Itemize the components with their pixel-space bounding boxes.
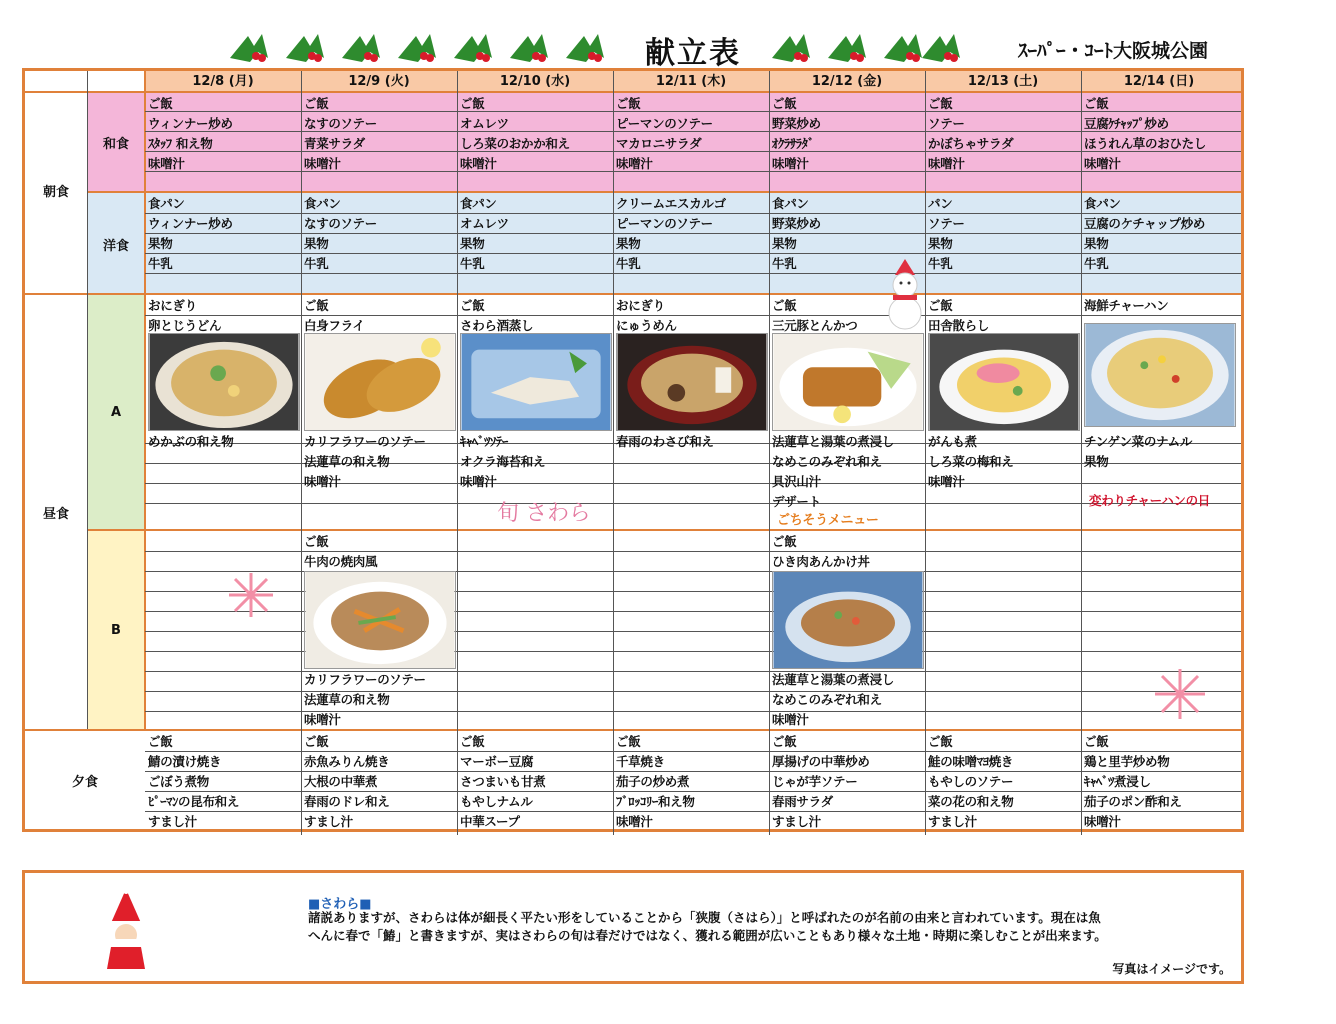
breakfast-yo-item: 牛乳 xyxy=(460,256,485,271)
lunch-a-item: おにぎり xyxy=(616,298,665,313)
dinner-item: 茄子の炒め煮 xyxy=(616,774,690,789)
henkawari-fried-rice-label: 変わりチャーハンの日 xyxy=(1089,493,1211,508)
label-breakfast: 朝食 xyxy=(42,185,69,200)
label-lunch-b: B xyxy=(111,623,121,638)
lunch-a-item: 田舎散らし xyxy=(928,318,990,333)
photo-yakiniku xyxy=(304,571,456,669)
lunch-a-item: にゅうめん xyxy=(616,318,677,333)
photo-ankake-don xyxy=(772,571,924,669)
day-header: 12/11 (木) xyxy=(655,74,727,89)
lunch-a-item: ご飯 xyxy=(304,298,329,313)
lunch-a-item: 海鮮チャーハン xyxy=(1084,298,1169,313)
breakfast-wa-item: ｵｸﾗｻﾗﾀﾞ xyxy=(772,136,814,151)
breakfast-yo-item: なすのソテー xyxy=(304,216,377,231)
lunch-a-item: ご飯 xyxy=(772,298,797,313)
facility-name: ｽｰﾊﾟｰ・ｺｰﾄ大阪城公園 xyxy=(1018,40,1209,62)
breakfast-wa-item: ピーマンのソテー xyxy=(616,116,713,131)
lunch-b-item: カリフラワーのソテー xyxy=(304,672,426,687)
breakfast-yo-item: 果物 xyxy=(148,236,173,251)
info-body: 諸説ありますが、さわらは体が細長く平たい形をしていることから「狭腹（さはら）」と呼ばれたのが名前の由来と言われています。現在は魚へんに春で「鰆」と書きますが、実はさわらの旬は春だけではなく、獲れる範囲が広いこともあり様々な土地・時期に楽しむことが出来ます。 xyxy=(308,910,1107,943)
lunch-a-item: 法蓮草の和え物 xyxy=(304,454,390,469)
photo-fried-fish xyxy=(304,333,456,431)
breakfast-wa-item: ご飯 xyxy=(460,96,485,111)
breakfast-yo-item: 牛乳 xyxy=(928,256,953,271)
breakfast-wa-item: 味噌汁 xyxy=(928,156,965,171)
breakfast-yo-item: 牛乳 xyxy=(772,256,797,271)
label-dinner: 夕食 xyxy=(71,775,98,790)
breakfast-wa-item: ご飯 xyxy=(616,96,641,111)
lunch-a-item: めかぶの和え物 xyxy=(148,434,234,449)
breakfast-yo-item: クリームエスカルゴ xyxy=(616,196,726,211)
breakfast-yo-item: 牛乳 xyxy=(616,256,641,271)
dinner-item: ご飯 xyxy=(1084,734,1109,749)
seasonal-sawara-label: 旬 さわら xyxy=(497,501,591,526)
breakfast-wa-item: 味噌汁 xyxy=(304,156,341,171)
photo-chirashi xyxy=(928,333,1080,431)
dinner-item: すまし汁 xyxy=(772,814,821,829)
breakfast-wa-item: 味噌汁 xyxy=(460,156,497,171)
breakfast-wa-item: 味噌汁 xyxy=(772,156,809,171)
dinner-item: 鯖の漬け焼き xyxy=(148,754,222,769)
breakfast-yo-item: 食パン xyxy=(460,196,497,211)
dinner-item: もやしナムル xyxy=(460,794,533,809)
breakfast-yo-item: 豆腐のケチャップ炒め xyxy=(1084,216,1206,231)
lunch-a-item: おにぎり xyxy=(148,298,197,313)
dinner-item: ごぼう煮物 xyxy=(148,774,210,789)
breakfast-wa-item: ｽﾀｯﾌ 和え物 xyxy=(148,136,213,151)
dinner-item: すまし汁 xyxy=(928,814,977,829)
lunch-a-item: デザート xyxy=(772,494,821,509)
lunch-a-item: チンゲン菜のナムル xyxy=(1084,434,1193,449)
breakfast-wa-item: ご飯 xyxy=(928,96,953,111)
breakfast-yo-item: オムレツ xyxy=(460,216,509,231)
breakfast-yo-item: 牛乳 xyxy=(304,256,329,271)
breakfast-wa-item: 味噌汁 xyxy=(616,156,653,171)
dinner-item: ご飯 xyxy=(304,734,329,749)
lunch-a-item: オクラ海苔和え xyxy=(460,454,546,469)
breakfast-yo-item: 食パン xyxy=(304,196,341,211)
breakfast-wa-item: オムレツ xyxy=(460,116,509,131)
breakfast-wa-item: なすのソテー xyxy=(304,116,377,131)
dinner-item: ﾋﾟｰﾏﾝの昆布和え xyxy=(148,794,240,809)
lunch-b-item: 法蓮草の和え物 xyxy=(304,692,390,707)
breakfast-yo-item: 食パン xyxy=(148,196,185,211)
dinner-item: 鶏と里芋炒め物 xyxy=(1084,754,1170,769)
breakfast-yo-item: ソテー xyxy=(928,216,965,231)
lunch-a-item: 味噌汁 xyxy=(460,474,497,489)
breakfast-wa-item: ウィンナー炒め xyxy=(148,116,233,131)
photo-tonkatsu xyxy=(772,333,924,431)
flower-decoration-right xyxy=(1145,663,1215,725)
lunch-a-item: しろ菜の梅和え xyxy=(928,454,1014,469)
label-lunch: 昼食 xyxy=(42,507,69,522)
dinner-item: ご飯 xyxy=(460,734,485,749)
lunch-b-item: 法蓮草と湯葉の煮浸し xyxy=(772,672,895,687)
dinner-item: 厚揚げの中華炒め xyxy=(772,754,870,769)
breakfast-wa-item: ほうれん草のおひたし xyxy=(1084,136,1207,151)
holly-left-decoration xyxy=(228,28,618,64)
breakfast-wa-item: ご飯 xyxy=(772,96,797,111)
photo-nyumen xyxy=(616,333,768,431)
gochiso-menu-label: ごちそうメニュー xyxy=(777,513,879,528)
dinner-item: ﾌﾞﾛｯｺﾘｰ和え物 xyxy=(616,794,695,809)
lunch-a-item: 果物 xyxy=(1084,454,1109,469)
holly-right-decoration xyxy=(770,28,970,64)
dinner-item: 千草焼き xyxy=(616,754,665,769)
dinner-item: ご飯 xyxy=(772,734,797,749)
lunch-b-item: 味噌汁 xyxy=(772,712,809,727)
dinner-item: ｷｬﾍﾞﾂ煮浸し xyxy=(1084,774,1151,789)
dinner-item: 春雨サラダ xyxy=(772,794,833,809)
lunch-a-item: ご飯 xyxy=(460,298,485,313)
lunch-b-item: ご飯 xyxy=(304,534,329,549)
breakfast-yo-item: 果物 xyxy=(616,236,641,251)
breakfast-yo-item: ピーマンのソテー xyxy=(616,216,713,231)
snowman-icon xyxy=(885,257,925,333)
photo-sawara xyxy=(460,333,612,431)
dinner-item: 中華スープ xyxy=(460,814,520,829)
dinner-item: 春雨のドレ和え xyxy=(304,794,390,809)
day-header: 12/12 (金) xyxy=(811,74,883,89)
day-header: 12/8 (月) xyxy=(192,74,254,89)
info-box xyxy=(22,870,1244,984)
lunch-b-item: なめこのみぞれ和え xyxy=(772,692,882,707)
dinner-item: ご飯 xyxy=(148,734,173,749)
breakfast-yo-item: 果物 xyxy=(772,236,797,251)
label-wa: 和食 xyxy=(102,137,129,152)
dinner-item: じゃが芋ソテー xyxy=(772,774,858,789)
dinner-item: 鮭の味噌ﾏﾖ焼き xyxy=(928,754,1014,769)
breakfast-yo-item: 果物 xyxy=(304,236,329,251)
day-header: 12/9 (火) xyxy=(348,74,410,89)
lunch-a-item: 卵とじうどん xyxy=(148,318,222,333)
breakfast-yo-item: 果物 xyxy=(1084,236,1109,251)
breakfast-yo-item: パン xyxy=(928,196,953,211)
lunch-a-item: 春雨のわさび和え xyxy=(616,434,714,449)
day-header: 12/14 (日) xyxy=(1123,74,1195,89)
breakfast-yo-item: 食パン xyxy=(772,196,809,211)
dinner-item: もやしのソテー xyxy=(928,774,1014,789)
breakfast-yo-item: 野菜炒め xyxy=(772,216,821,231)
breakfast-wa-item: 野菜炒め xyxy=(772,116,821,131)
dinner-item: 茄子のポン酢和え xyxy=(1084,794,1182,809)
dinner-item: ご飯 xyxy=(616,734,641,749)
label-lunch-a: A xyxy=(110,405,122,420)
dinner-item: 菜の花の和え物 xyxy=(928,794,1014,809)
lunch-b-item: 牛肉の焼肉風 xyxy=(304,554,378,569)
breakfast-yo-item: ウィンナー炒め xyxy=(148,216,233,231)
day-header: 12/10 (水) xyxy=(499,74,571,89)
lunch-a-item: 味噌汁 xyxy=(928,474,965,489)
santa-doll-icon xyxy=(101,889,151,973)
breakfast-wa-item: ご飯 xyxy=(304,96,329,111)
breakfast-yo-item: 果物 xyxy=(460,236,485,251)
dinner-item: 味噌汁 xyxy=(1084,814,1121,829)
breakfast-wa-item: 味噌汁 xyxy=(1084,156,1121,171)
breakfast-wa-item: 豆腐ｹﾁｬｯﾌﾟ炒め xyxy=(1084,116,1169,131)
flower-decoration-left xyxy=(221,567,281,623)
lunch-b-item: ご飯 xyxy=(772,534,797,549)
lunch-a-item: 具沢山汁 xyxy=(772,474,821,489)
image-disclaimer: 写真はイメージです。 xyxy=(1112,962,1231,976)
lunch-b-item: 味噌汁 xyxy=(304,712,341,727)
dinner-item: 赤魚みりん焼き xyxy=(304,754,390,769)
breakfast-yo-item: 果物 xyxy=(928,236,953,251)
breakfast-yo-item: 食パン xyxy=(1084,196,1121,211)
label-yo: 洋食 xyxy=(102,239,129,254)
dinner-item: 大根の中華煮 xyxy=(304,774,378,789)
dinner-item: さつまいも甘煮 xyxy=(460,774,546,789)
breakfast-wa-item: マカロニサラダ xyxy=(616,136,702,151)
lunch-a-item: ｷｬﾍﾞﾂｿﾃｰ xyxy=(460,434,508,449)
breakfast-yo-item: 牛乳 xyxy=(148,256,173,271)
photo-fried-rice xyxy=(1084,323,1236,427)
breakfast-wa-item: ご飯 xyxy=(148,96,173,111)
breakfast-wa-item: ソテー xyxy=(928,116,965,131)
breakfast-wa-item: 味噌汁 xyxy=(148,156,185,171)
lunch-a-item: 味噌汁 xyxy=(304,474,341,489)
lunch-a-item: さわら酒蒸し xyxy=(460,318,534,333)
lunch-a-item: がんも煮 xyxy=(928,434,977,449)
dinner-item: ご飯 xyxy=(928,734,953,749)
breakfast-wa-item: ご飯 xyxy=(1084,96,1109,111)
dinner-item: すまし汁 xyxy=(148,814,197,829)
photo-udon xyxy=(148,333,300,431)
breakfast-yo-item: 牛乳 xyxy=(1084,256,1109,271)
lunch-b-item: ひき肉あんかけ丼 xyxy=(772,554,870,569)
dinner-item: すまし汁 xyxy=(304,814,353,829)
lunch-a-item: 法蓮草と湯葉の煮浸し xyxy=(772,434,895,449)
lunch-a-item: カリフラワーのソテー xyxy=(304,434,426,449)
breakfast-wa-item: 青菜サラダ xyxy=(304,136,365,151)
lunch-a-item: ご飯 xyxy=(928,298,953,313)
info-title: ■さわら■ xyxy=(308,897,372,912)
page-title: 献立表 xyxy=(645,36,741,71)
lunch-a-item: 白身フライ xyxy=(304,318,365,333)
dinner-item: 味噌汁 xyxy=(616,814,653,829)
lunch-a-item: 三元豚とんかつ xyxy=(772,318,858,333)
day-header: 12/13 (土) xyxy=(967,74,1039,89)
breakfast-wa-item: しろ菜のおかか和え xyxy=(460,136,570,151)
dinner-item: マーボー豆腐 xyxy=(460,754,534,769)
breakfast-wa-item: かぼちゃサラダ xyxy=(928,136,1014,151)
lunch-a-item: なめこのみぞれ和え xyxy=(772,454,882,469)
menu-grid xyxy=(22,68,1244,832)
